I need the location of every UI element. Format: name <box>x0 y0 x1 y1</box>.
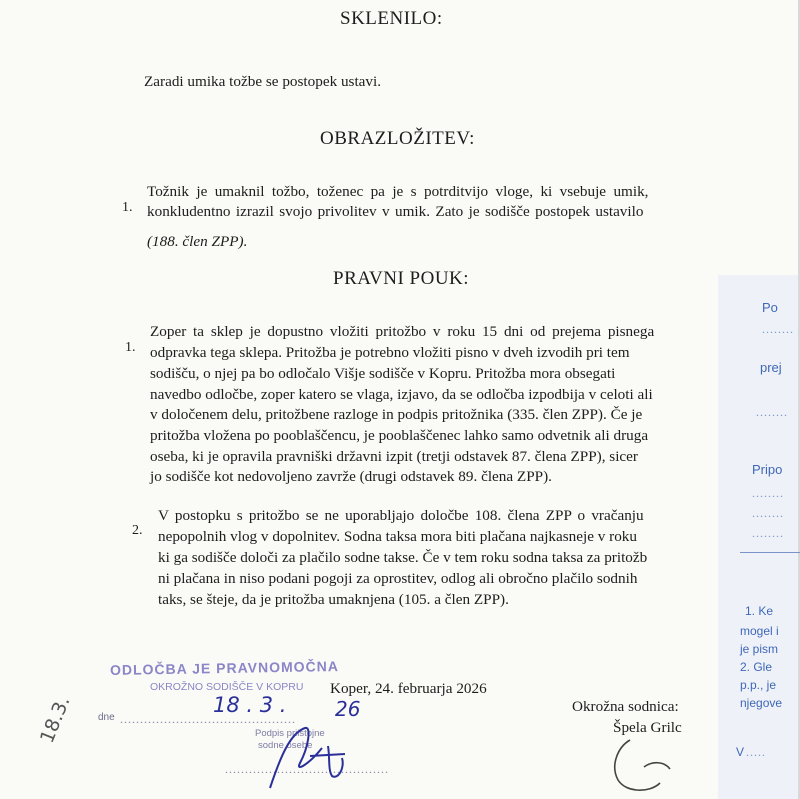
pouk1-line-3: sodišču, o njej pa bo odločalo Višje sodišče v Kopru. Pritožba mora obsegati <box>150 365 616 382</box>
form-note: 2. Gle <box>740 660 773 674</box>
obrazlozitev-line-3: (188. člen ZPP). <box>147 233 248 250</box>
pouk1-line-6: pritožba vložena po pooblaščencu, je pooblaščenec lahko samo odvetnik ali druga <box>150 427 649 444</box>
list-number: 1. <box>125 340 136 355</box>
form-item-pripo: Pripo <box>752 462 783 477</box>
form-dotline: ..... <box>746 745 766 759</box>
form-note: je pism <box>740 642 779 656</box>
stamp-final: ODLOČBA JE PRAVNOMOČNA <box>109 658 340 678</box>
stamp-date-line: ............................................ <box>120 712 296 726</box>
pouk2-line-2: nepopolnih vlog v dopolnitev. Sodna taksa mora biti plačana najkasneje v roku <box>158 528 637 545</box>
pouk2-line-3: ki ga sodišče določi za plačilo sodne takse. Če v tem roku sodna taksa za pritožb <box>158 549 648 566</box>
judge-name: Špela Grilc <box>613 719 682 736</box>
list-number: 1. <box>122 200 133 215</box>
list-number: 2. <box>132 523 143 538</box>
judge-signature <box>600 735 680 797</box>
stamp-signature-scribble <box>250 718 370 798</box>
obrazlozitev-line-1: Tožnik je umaknil tožbo, toženec pa je s potrditvijo vloge, ki vsebuje umik, <box>147 183 649 200</box>
form-divider <box>740 552 800 553</box>
pouk1-line-2: odpravka tega sklepa. Pritožba je potrebno vložiti pisno v dveh izvodih pri tem <box>150 344 630 361</box>
handwritten-date: 18 . 3 . <box>213 693 287 717</box>
form-dotline: ........ <box>752 486 784 500</box>
heading-pravni-pouk: PRAVNI POUK: <box>333 268 470 289</box>
judge-role: Okrožna sodnica: <box>572 698 679 715</box>
obrazlozitev-line-2: konkludentno izrazil svojo privolitev v umik. Zato je sodišče postopek ustavilo <box>147 203 644 220</box>
decision-text: Zaradi umika tožbe se postopek ustavi. <box>144 73 382 90</box>
pouk2-line-4: ni plačana in niso podani pogoji za oprostitev, odlog ali obročno plačilo sodnih <box>158 570 638 587</box>
form-item-prej: prej <box>760 360 782 375</box>
form-dotline: ........ <box>756 405 788 419</box>
form-note: 1. Ke <box>745 604 774 618</box>
stamp-signature-line: ......................................... <box>225 762 389 776</box>
handwritten-year: 26 <box>335 697 361 721</box>
form-note: p.p., je <box>740 678 777 692</box>
pouk2-line-5: taks, se šteje, da je pritožba umaknjena (105. a člen ZPP). <box>158 591 509 608</box>
form-item-po: Po <box>762 300 778 315</box>
pouk1-line-8: jo sodišče kot nedovoljeno zavrže (drugi odstavek 89. člena ZPP). <box>150 468 552 485</box>
margin-handwriting: 18.3. <box>36 693 75 747</box>
pouk1-line-4: navedbo odločbe, zoper katero se vlaga, izjavo, da se odločba izpodbija v celoti ali <box>150 386 653 403</box>
pouk1-line-7: oseba, ki je opravila pravniški državni izpit (tretji odstavek 87. člena ZPP), sicer <box>150 448 638 465</box>
pouk2-line-1: V postopku s pritožbo se ne uporabljajo določbe 108. člena ZPP o vračanju <box>158 507 644 524</box>
form-note: mogel i <box>740 624 779 638</box>
form-dotline: ........ <box>752 526 784 540</box>
pouk1-line-1: Zoper ta sklep je dopustno vložiti pritožbo v roku 15 dni od prejema pisnega <box>150 323 655 340</box>
form-note: njegove <box>740 696 783 710</box>
heading-obrazlozitev: OBRAZLOŽITEV: <box>320 128 475 149</box>
form-note: V <box>736 745 745 759</box>
place-date: Koper, 24. februarja 2026 <box>330 680 487 697</box>
pouk1-line-5: v določenem delu, pritožbene razloge in podpis pritožnika (335. člen ZPP). Če je <box>150 406 643 423</box>
stamp-dne-label: dne <box>98 712 115 723</box>
form-dotline: ........ <box>762 322 794 336</box>
stamp-signature-label: Podpis priistojne <box>255 728 325 739</box>
stamp-court: OKROŽNO SODIŠČE V KOPRU <box>150 681 304 693</box>
form-dotline: ........ <box>752 506 784 520</box>
heading-sklenilo: SKLENILO: <box>340 8 443 29</box>
stamp-signature-label-2: sodne osebe <box>258 740 313 751</box>
